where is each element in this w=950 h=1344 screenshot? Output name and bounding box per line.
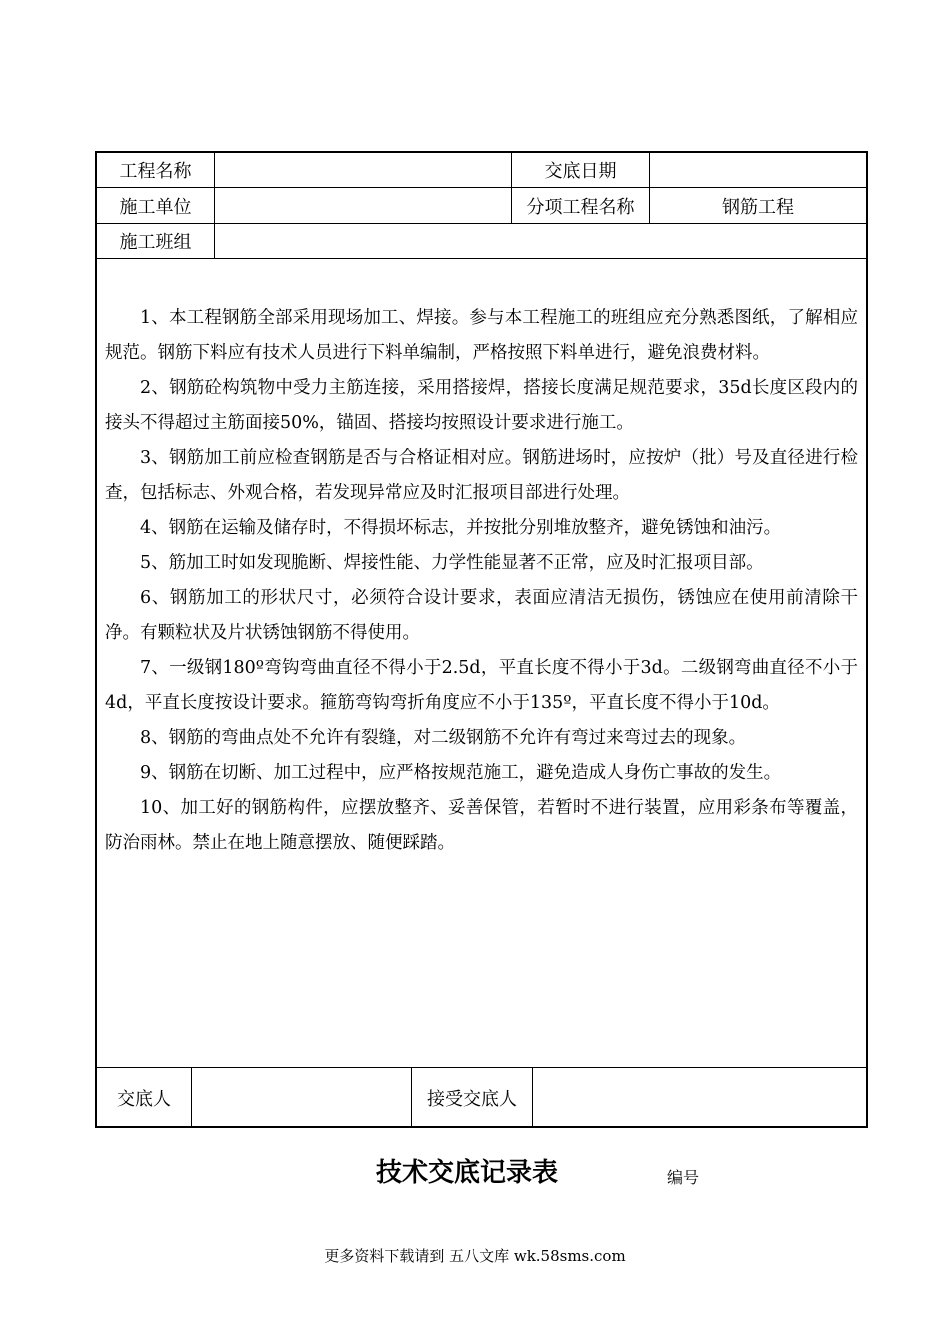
form-title: 技术交底记录表 bbox=[376, 1158, 559, 1188]
content-paragraph: 4、钢筋在运输及储存时，不得损坏标志，并按批分别堆放整齐，避免锈蚀和油污。 bbox=[140, 518, 782, 538]
project-name-field[interactable] bbox=[215, 153, 511, 187]
construction-unit-label: 施工单位 bbox=[119, 196, 192, 218]
disclosure-receiver-label: 接受交底人 bbox=[427, 1089, 517, 1110]
content-paragraph: 7、一级钢180º弯钩弯曲直径不得小于2.5d，平直长度不得小于3d。二级钢弯曲直径不小于4d，平直长度按设计要求。箍筋弯钩弯折角度应不小于135º，平直长度不得小于10d。 bbox=[105, 658, 858, 713]
content-paragraph: 5、筋加工时如发现脆断、焊接性能、力学性能显著不正常，应及时汇报项目部。 bbox=[140, 553, 764, 573]
construction-team-field[interactable] bbox=[215, 224, 866, 258]
content-paragraph: 3、钢筋加工前应检查钢筋是否与合格证相对应。钢筋进场时，应按炉（批）号及直径进行检查，包括标志、外观合格，若发现异常应及时汇报项目部进行处理。 bbox=[105, 448, 858, 503]
disclosure-content bbox=[105, 301, 858, 861]
construction-team-label: 施工班组 bbox=[119, 232, 192, 253]
disclosure-date-field[interactable] bbox=[650, 153, 866, 187]
disclosure-giver-label: 交底人 bbox=[117, 1089, 171, 1110]
code-number-label: 编号 bbox=[667, 1168, 700, 1187]
footer-watermark-text: 更多资料下载请到 五八文库 wk.58sms.com bbox=[324, 1247, 626, 1265]
content-paragraph: 6、钢筋加工的形状尺寸，必须符合设计要求，表面应清洁无损伤，锈蚀应在使用前清除干净。有颗粒状及片状锈蚀钢筋不得使用。 bbox=[105, 588, 858, 643]
content-paragraph: 8、钢筋的弯曲点处不允许有裂缝，对二级钢筋不允许有弯过来弯过去的现象。 bbox=[140, 728, 747, 748]
project-name-label: 工程名称 bbox=[119, 161, 192, 182]
content-paragraph: 9、钢筋在切断、加工过程中，应严格按规范施工，避免造成人身伤亡事故的发生。 bbox=[140, 763, 782, 783]
disclosure-giver-field[interactable] bbox=[192, 1068, 411, 1128]
technical-disclosure-table bbox=[95, 151, 868, 1128]
content-paragraph: 10、加工好的钢筋构件，应摆放整齐、妥善保管，若暂时不进行装置，应用彩条布等覆盖，防治雨林。禁止在地上随意摆放、随便踩踏。 bbox=[105, 798, 858, 853]
subproject-name-value: 钢筋工程 bbox=[722, 196, 794, 218]
disclosure-receiver-field[interactable] bbox=[533, 1068, 866, 1128]
subproject-name-label: 分项工程名称 bbox=[526, 196, 635, 218]
construction-unit-field[interactable] bbox=[215, 188, 511, 223]
content-paragraph: 2、钢筋砼构筑物中受力主筋连接，采用搭接焊，搭接长度满足规范要求，35d长度区段内的接头不得超过主筋面接50%，锚固、搭接均按照设计要求进行施工。 bbox=[105, 378, 858, 433]
content-paragraph: 1、本工程钢筋全部采用现场加工、焊接。参与本工程施工的班组应充分熟悉图纸，了解相应规范。钢筋下料应有技术人员进行下料单编制，严格按照下料单进行，避免浪费材料。 bbox=[105, 308, 858, 363]
disclosure-date-label: 交底日期 bbox=[544, 161, 617, 182]
